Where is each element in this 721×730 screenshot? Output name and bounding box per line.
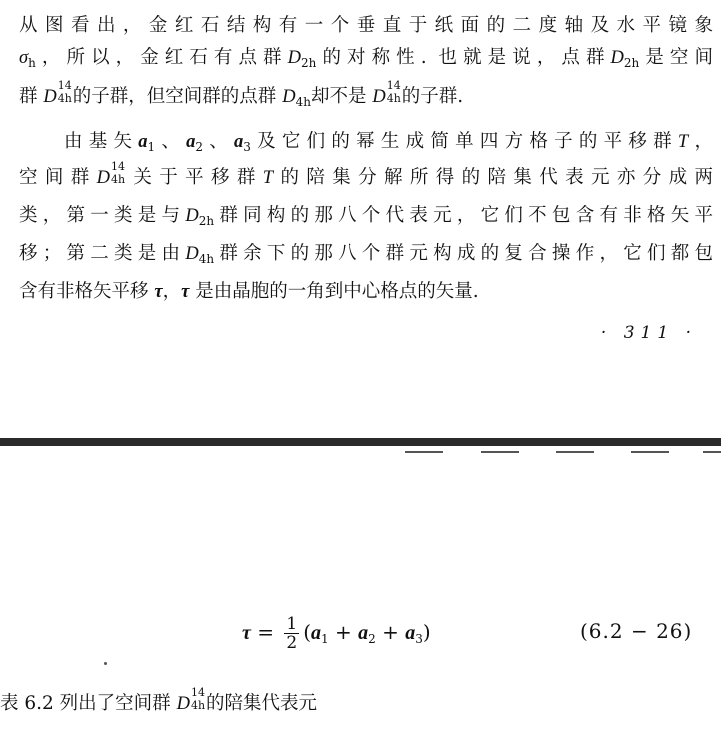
basis-vector-a3-sub: 3: [243, 140, 251, 154]
space-group-symbol-2: D: [372, 87, 386, 107]
basis-vector-a3: a: [234, 132, 244, 152]
point-group-d2h-2-subscript: 2h: [623, 56, 640, 70]
equation-a2-sub: 2: [368, 632, 376, 646]
text-line-4-end: ，: [688, 131, 713, 152]
text-line-6-a: 类，第一类是与: [19, 205, 186, 226]
equation-open-paren: (: [303, 620, 312, 644]
text-line-5-c: 的陪集分解所得的陪集代表元亦分成两: [273, 167, 713, 188]
equation-a3: a: [405, 622, 416, 644]
text-line-4: [64, 130, 713, 159]
point-group-d2h-2: D: [610, 48, 624, 68]
text-line-7: [19, 242, 713, 271]
text-line-8-a: 含有非格矢平移: [19, 281, 149, 302]
space-group-symbol-3-sup: 14: [111, 160, 126, 173]
point-group-d4h: D: [282, 87, 296, 107]
point-group-d4h-subscript: 4h: [295, 95, 311, 109]
text-line-6-b: 群同构的那八个代表元，它们不包含有非格矢平: [214, 205, 713, 226]
text-line-4-b: 及它们的幂生成简单四方格子的平移群: [250, 131, 678, 152]
text-line-2-b: 的对称性. 也就是说，点群: [316, 47, 611, 68]
text-line-4-a: 由基矢: [64, 131, 139, 152]
space-group-symbol-3-sub: 4h: [111, 173, 126, 186]
equation-tau: [242, 615, 431, 652]
equation-close-paren: ): [422, 620, 431, 644]
equation-a2: a: [358, 622, 369, 644]
space-group-symbol-1-sub: 4h: [57, 92, 72, 105]
table-caption-after: 的陪集代表元: [205, 693, 317, 714]
point-group-d2h-3-subscript: 2h: [198, 214, 215, 228]
space-group-symbol-2-indices: [386, 79, 402, 105]
text-line-5-b: 关于平移群: [126, 167, 263, 188]
point-group-d2h-3: D: [185, 206, 199, 226]
space-group-symbol-3: D: [96, 168, 111, 188]
separator-dash-3: [556, 451, 594, 453]
text-line-7-a: 移；第二类是由: [19, 243, 186, 264]
text-line-2: [19, 46, 713, 75]
separator-dash-1: [405, 451, 443, 453]
basis-vector-a2: a: [186, 132, 196, 152]
text-line-3-a: 群: [19, 86, 38, 107]
separator-dash-2: [481, 451, 519, 453]
basis-vector-a1-sub: 1: [147, 140, 156, 154]
text-line-6: [19, 204, 713, 233]
space-group-symbol-1-sup: 14: [57, 79, 72, 92]
space-group-symbol-2-sub: 4h: [386, 92, 401, 105]
space-group-symbol-2-sup: 14: [386, 79, 401, 92]
equation-fraction-numerator: 1: [286, 614, 298, 634]
equation-a1-sub: 1: [321, 632, 329, 646]
equation-lhs: τ: [242, 622, 251, 644]
sigma-symbol: σ: [19, 48, 29, 68]
point-group-d2h-1-subscript: 2h: [301, 56, 317, 70]
translation-group-t-1: T: [677, 132, 689, 152]
equation-equals: =: [257, 620, 275, 644]
text-line-8-b: 是由晶胞的一角到中心格点的矢量.: [195, 281, 479, 302]
point-group-d4h-2-subscript: 4h: [198, 252, 215, 266]
text-line-5: [19, 160, 713, 190]
text-line-2-c: 是空间: [639, 47, 713, 68]
text-line-7-b: 群余下的那八个群元构成的复合操作，它们都包: [214, 243, 713, 264]
point-group-d2h-1: D: [287, 48, 301, 68]
caption-space-group-indices: [190, 686, 206, 712]
tau-symbol-2: τ: [181, 282, 190, 302]
text-line-3-d: 的子群.: [401, 86, 464, 107]
text-line-1: [19, 14, 713, 38]
separator-1: 、: [155, 131, 187, 152]
equation-a1: a: [311, 622, 322, 644]
space-group-symbol-3-indices: [110, 160, 126, 186]
equation-fraction: [284, 615, 299, 652]
separator-dash-5: [703, 451, 721, 453]
sigma-subscript: h: [28, 56, 36, 70]
page-number: · 311 ·: [600, 323, 697, 343]
text-line-3-c: 却不是: [310, 86, 367, 107]
translation-group-t-2: T: [262, 168, 274, 188]
stray-dot: [104, 662, 107, 665]
text-line-2-a: ，所以，金红石有点群: [35, 47, 288, 68]
basis-vector-a2-sub: 2: [195, 140, 204, 154]
equation-plus-2: +: [382, 620, 399, 644]
text-line-5-a: 空间群: [19, 167, 97, 188]
caption-space-group-sup: 14: [190, 686, 205, 699]
equation-a3-sub: 3: [415, 632, 423, 646]
table-caption-before: 表 6.2 列出了空间群: [0, 693, 171, 714]
text-line-8: [19, 280, 713, 304]
text-line-3: [19, 79, 713, 114]
caption-space-group-sub: 4h: [190, 699, 206, 712]
tau-comma: ，: [162, 281, 182, 302]
equation-number: (6.2 − 26): [580, 619, 693, 643]
equation-fraction-denominator: 2: [286, 633, 298, 653]
basis-vector-a1: a: [138, 132, 148, 152]
equation-plus-1: +: [335, 620, 352, 644]
tau-symbol-1: τ: [154, 282, 163, 302]
separator-dash-4: [631, 451, 669, 453]
point-group-d4h-2: D: [185, 244, 199, 264]
table-caption: [0, 686, 317, 716]
space-group-symbol-1: D: [43, 87, 57, 107]
text-line-1-content: 从图看出，金红石结构有一个垂直于纸面的二度轴及水平镜象: [19, 15, 713, 36]
caption-space-group-symbol: D: [176, 694, 190, 714]
page-separator-rule: [0, 438, 721, 446]
text-line-3-b: 的子群，但空间群的点群: [72, 86, 277, 107]
separator-2: 、: [203, 131, 235, 152]
space-group-symbol-1-indices: [57, 79, 73, 105]
